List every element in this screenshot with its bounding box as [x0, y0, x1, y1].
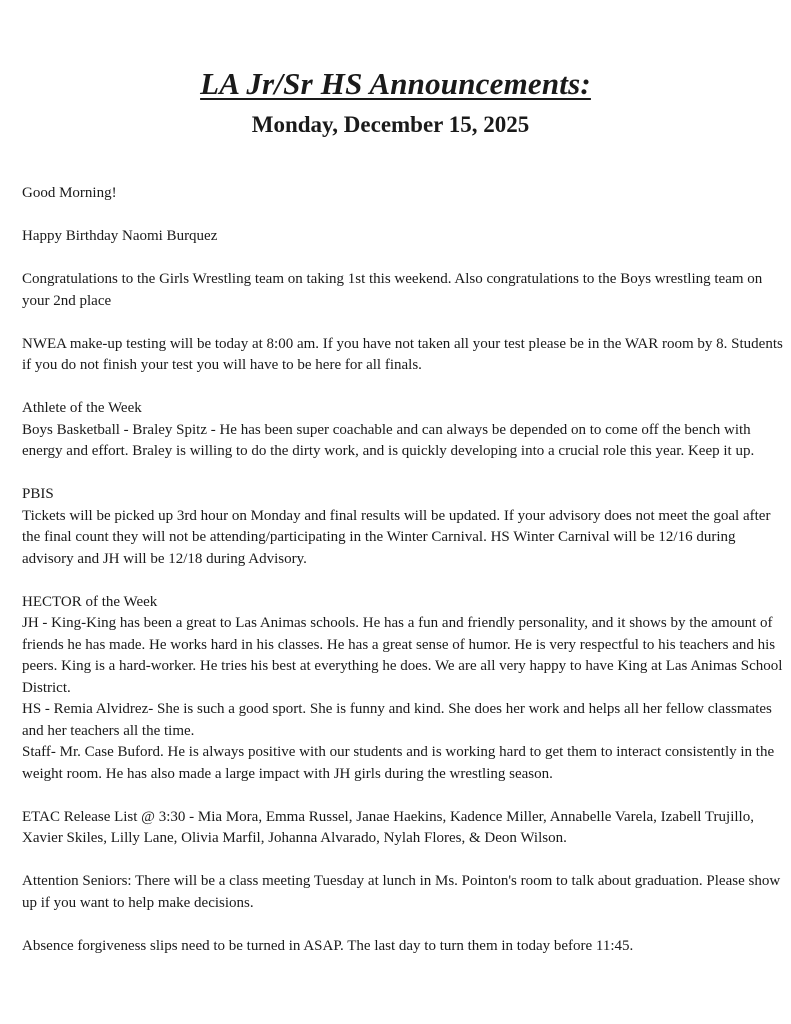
announcement-date: Monday, December 15, 2025 — [251, 112, 530, 137]
athlete-text: Boys Basketball - Braley Spitz - He has been super coachable and can always be depended on to come off the bench with energy and effort. Braley is willing to do the dirty work, and is quickly developing into a crucial role this year. Keep it up. — [22, 421, 755, 459]
nwea-announcement: NWEA make-up testing will be today at 8:00 am. If you have not taken all your test please be in the WAR room by 8. Students if you do not finish your test you will have to be here for all finals. — [22, 335, 783, 373]
hector-jh: JH - King-King has been a great to Las Animas schools. He has a fun and friendly personality, and it shows by the amount of friends he has made. He works hard in his classes. He has a great sense of humor. He is very respectful to his teachers and his peers. King is a hard-worker. He tries his best at everything he does. We are all very happy to have King at Las Animas School District. — [22, 615, 783, 696]
hector-heading: HECTOR of the Week — [22, 593, 158, 610]
pbis-heading: PBIS — [22, 486, 54, 502]
page-title: LA Jr/Sr HS Announcements: — [200, 66, 591, 101]
pbis-text: Tickets will be picked up 3rd hour on Monday and final results will be updated. If your advisory does not meet the goal after the final count they will not be attending/participating in the Winter Carnival. HS Winter Carnival will be 12/16 during advisory and JH will be 12/18 during Advisory. — [22, 507, 771, 567]
athlete-heading: Athlete of the Week — [22, 400, 142, 416]
greeting: Good Morning! — [22, 185, 117, 201]
birthday-announcement: Happy Birthday Naomi Burquez — [22, 228, 218, 244]
etac-release-list: ETAC Release List @ 3:30 - Mia Mora, Emma Russel, Janae Haekins, Kadence Miller, Annabelle Varela, Izabell Trujillo, Xavier Skiles, Lilly Lane, Olivia Marfil, Johanna Alvarado, Nylah Flores, & Deon Wilson. — [22, 808, 754, 846]
absence-announcement: Absence forgiveness slips need to be turned in ASAP. The last day to turn them in today before 11:45. — [22, 937, 634, 954]
wrestling-announcement: Congratulations to the Girls Wrestling team on taking 1st this weekend. Also congratulations to the Boys wrestling team on your 2nd place — [22, 271, 763, 309]
announcement-body — [22, 183, 784, 979]
seniors-announcement: Attention Seniors: There will be a class meeting Tuesday at lunch in Ms. Pointon's room to talk about graduation. Please show up if you want to help make decisions. — [22, 873, 781, 911]
hector-hs: HS - Remia Alvidrez- She is such a good sport. She is funny and kind. She does her work and helps all her fellow classmates and her teachers all the time. — [22, 701, 772, 739]
hector-staff: Staff- Mr. Case Buford. He is always positive with our students and is working hard to get them to interact consistently in the weight room. He has also made a large impact with JH girls during the wrestling season. — [22, 744, 775, 782]
